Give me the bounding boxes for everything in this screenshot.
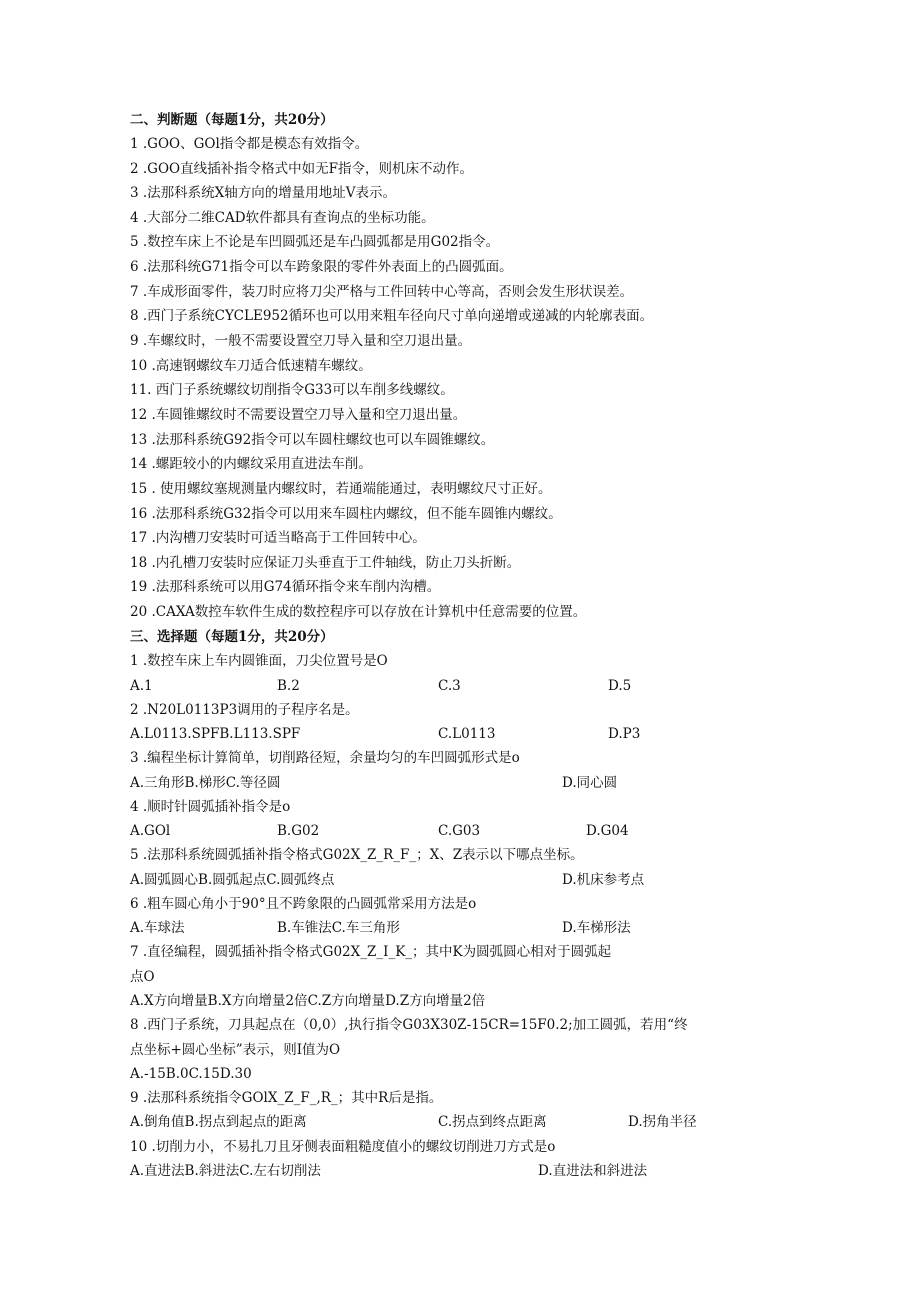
option-d: D.机床参考点 bbox=[562, 872, 645, 888]
option-c: C.G03 bbox=[438, 823, 481, 839]
option-c: C.3 bbox=[438, 678, 461, 694]
judgment-item: 19 .法那科系统可以用G74循环指令来车削内沟槽。 bbox=[130, 579, 441, 595]
question-stem-continued: 点坐标+圆心坐标”表示，则I值为O bbox=[130, 1042, 341, 1058]
option-b: B.G02 bbox=[277, 823, 320, 839]
option-c: C.拐点到终点距离 bbox=[438, 1114, 547, 1130]
judgment-item: 17 .内沟槽刀安装时可适当略高于工件回转中心。 bbox=[130, 530, 426, 546]
option-ab: A.L0113.SPFB.L113.SPF bbox=[130, 726, 301, 742]
judgment-item: 3 .法那科系统X轴方向的增量用地址V表示。 bbox=[130, 185, 397, 201]
option-b: B.2 bbox=[277, 678, 300, 694]
option-abc: A.直进法B.斜进法C.左右切削法 bbox=[130, 1163, 321, 1179]
option-d: D.5 bbox=[608, 678, 632, 694]
question-stem: 3 .编程坐标计算简单，切削路径短，余量均匀的车凹圆弧形式是o bbox=[130, 750, 520, 766]
judgment-item: 15 . 使用螺纹塞规测量内螺纹时，若通端能通过，表明螺纹尺寸正好。 bbox=[130, 481, 552, 497]
question-stem: 2 .N20L0113P3调用的子程序名是。 bbox=[130, 702, 359, 718]
option-bc: B.车锥法C.车三角形 bbox=[277, 920, 400, 936]
question-stem: 10 .切削力小，不易扎刀且牙侧表面粗糙度值小的螺纹切削进刀方式是o bbox=[130, 1139, 556, 1155]
option-d: D.拐角半径 bbox=[628, 1114, 697, 1130]
option-a: A.GOl bbox=[130, 823, 171, 839]
judgment-item: 9 .车螺纹时，一般不需要设置空刀导入量和空刀退出量。 bbox=[130, 333, 472, 349]
section-heading-choice: 三、选择题（每题1分，共20分） bbox=[130, 629, 334, 645]
judgment-item: 14 .螺距较小的内螺纹采用直进法车削。 bbox=[130, 456, 372, 472]
option-a: A.1 bbox=[130, 678, 153, 694]
judgment-item: 13 .法那科系统G92指令可以车圆柱螺纹也可以车圆锥螺纹。 bbox=[130, 432, 495, 448]
option-d: D.G04 bbox=[586, 823, 629, 839]
question-options: A.-15B.0C.15D.30 bbox=[130, 1066, 252, 1082]
option-a: A.车球法 bbox=[130, 920, 185, 936]
question-stem: 4 .顺时针圆弧插补指令是o bbox=[130, 799, 291, 815]
option-ab: A.倒角值B.拐点到起点的距离 bbox=[130, 1114, 307, 1130]
question-stem-continued: 点O bbox=[130, 969, 155, 985]
question-stem: 6 .粗车圆心角小于90°且不跨象限的凸圆弧常采用方法是o bbox=[130, 896, 477, 912]
judgment-item: 12 .车圆锥螺纹时不需要设置空刀导入量和空刀退出量。 bbox=[130, 407, 467, 423]
question-stem: 7 .直径编程，圆弧插补指令格式G02X_Z_I_K_；其中K为圆弧圆心相对于圆弧起 bbox=[130, 944, 612, 960]
question-stem: 8 .西门子系统，刀具起点在（0,0）,执行指令G03X30Z-15CR=15F0.2;加工圆弧，若用“终 bbox=[130, 1017, 688, 1033]
judgment-item: 7 .车成形面零件，装刀时应将刀尖严格与工件回转中心等高，否则会发生形状误差。 bbox=[130, 284, 634, 300]
judgment-item: 18 .内孔槽刀安装时应保证刀头垂直于工件轴线，防止刀头折断。 bbox=[130, 555, 521, 571]
judgment-item: 4 .大部分二维CAD软件都具有查询点的坐标功能。 bbox=[130, 210, 435, 226]
option-d: D.车梯形法 bbox=[562, 920, 631, 936]
judgment-item: 5 .数控车床上不论是车凹圆弧还是车凸圆弧都是用G02指令。 bbox=[130, 234, 500, 250]
judgment-item: 6 .法那科统G71指令可以车跨象限的零件外表面上的凸圆弧面。 bbox=[130, 259, 513, 275]
question-stem: 1 .数控车床上车内圆锥面，刀尖位置号是O bbox=[130, 653, 388, 669]
question-stem: 5 .法那科系统圆弧插补指令格式G02X_Z_R_F_；X、Z表示以下哪点坐标。 bbox=[130, 847, 584, 863]
option-d: D.直进法和斜进法 bbox=[538, 1163, 648, 1179]
judgment-item: 11. 西门子系统螺纹切削指令G33可以车削多线螺纹。 bbox=[130, 382, 454, 398]
question-stem: 9 .法那科系统指令GOlX_Z_F_,R_；其中R后是指。 bbox=[130, 1090, 443, 1106]
judgment-item: 16 .法那科系统G32指令可以用来车圆柱内螺纹，但不能车圆锥内螺纹。 bbox=[130, 506, 562, 522]
option-abc: A.三角形B.梯形C.等径圆 bbox=[130, 775, 281, 791]
judgment-item: 10 .高速钢螺纹车刀适合低速精车螺纹。 bbox=[130, 358, 372, 374]
option-d: D.P3 bbox=[608, 726, 641, 742]
judgment-item: 1 .GOO、GOl指令都是模态有效指令。 bbox=[130, 136, 369, 152]
judgment-item: 20 .CAXA数控车软件生成的数控程序可以存放在计算机中任意需要的位置。 bbox=[130, 604, 587, 620]
option-abc: A.圆弧圆心B.圆弧起点C.圆弧终点 bbox=[130, 872, 335, 888]
option-d: D.同心圆 bbox=[562, 775, 618, 791]
section-heading-judgment: 二、判断题（每题1分，共20分） bbox=[130, 112, 334, 128]
question-options: A.X方向增量B.X方向增量2倍C.Z方向增量D.Z方向增量2倍 bbox=[130, 993, 486, 1009]
judgment-item: 2 .GOO直线插补指令格式中如无F指令，则机床不动作。 bbox=[130, 161, 473, 177]
judgment-item: 8 .西门子系统CYCLE952循环也可以用来粗车径向尺寸单向递增或递减的内轮廓表面。 bbox=[130, 308, 654, 324]
option-c: C.L0113 bbox=[438, 726, 496, 742]
